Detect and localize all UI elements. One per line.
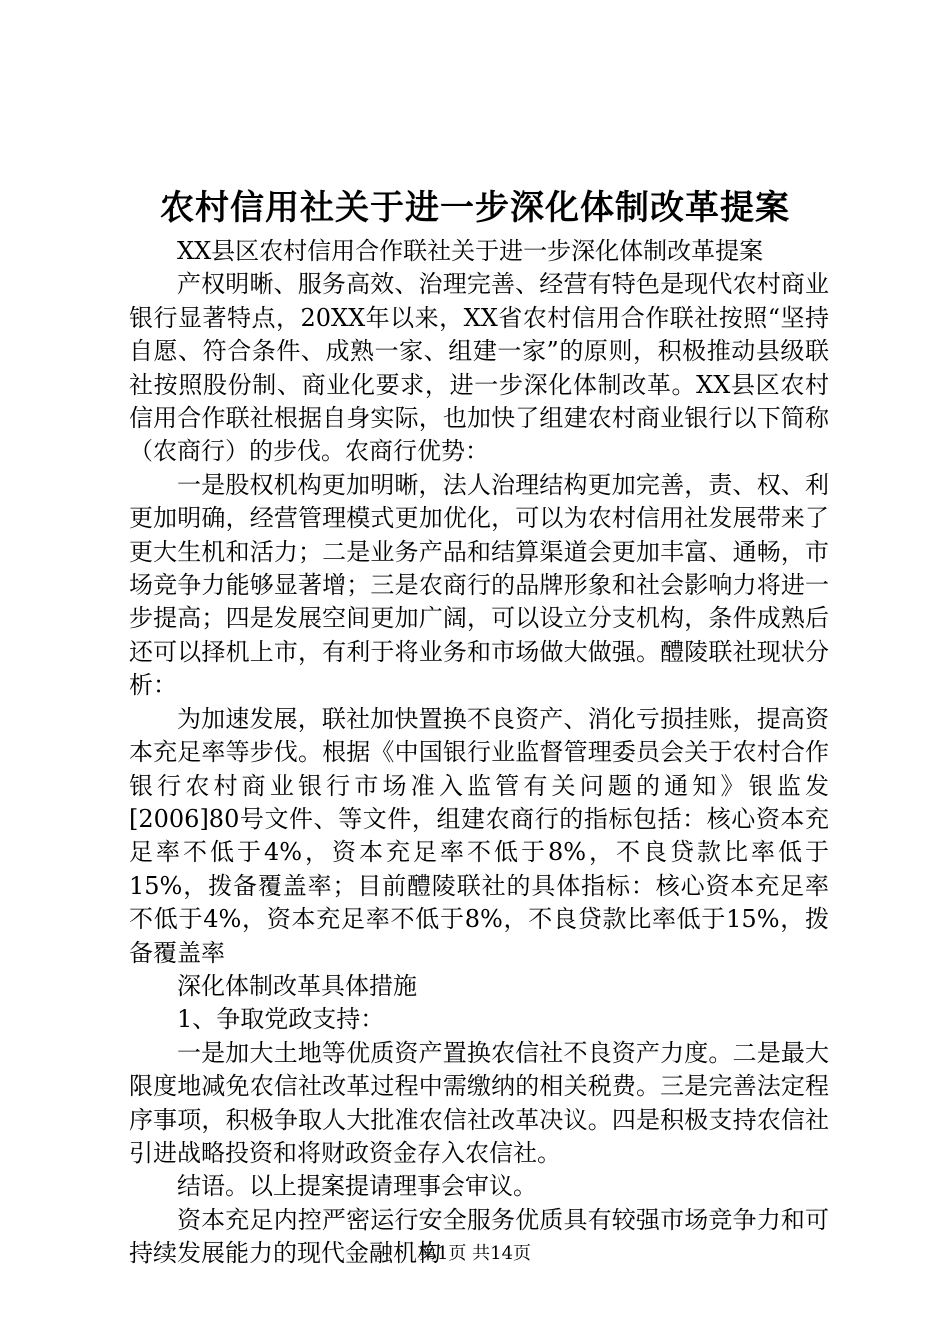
body-paragraph: 产权明晰、服务高效、治理完善、经营有特色是现代农村商业银行显著特点，20XX年以来，XX省农村信用合作联社按照“坚持自愿、符合条件、成熟一家、组建一家”的原则，积极推动县级联社按照股份制、商业化要求，进一步深化体制改革。XX县区农村信用合作联社根据自身实际，也加快了组建农村商业银行以下简称（农商行）的步伐。农商行优势：: [129, 270, 829, 466]
section-heading: 深化体制改革具体措施: [177, 971, 417, 1000]
body-paragraph: 一是加大土地等优质资产置换农信社不良资产力度。二是最大限度地减免农信社改革过程中需缴纳的相关税费。三是完善法定程序事项，积极争取人大批准农信社改革决议。四是积极支持农信社引进战略投资和将财政资金存入农信社。: [129, 1038, 829, 1167]
document-title: 农村信用社关于进一步深化体制改革提案: [160, 188, 790, 228]
page-number-footer: 第1页 共14页: [418, 1243, 532, 1264]
body-paragraph: 结语。以上提案提请理事会审议。: [177, 1172, 537, 1201]
body-paragraph: 资本充足内控严密运行安全服务优质具有较强市场竞争力和可持续发展能力的现代金融机构: [129, 1205, 829, 1268]
document-body: [129, 235, 829, 1271]
body-paragraph: 一是股权机构更加明晰，法人治理结构更加完善，责、权、利更加明确，经营管理模式更加优化，可以为农村信用社发展带来了更大生机和活力；二是业务产品和结算渠道会更加丰富、通畅，市场竞争力能够显著增；三是农商行的品牌形象和社会影响力将进一步提高；四是发展空间更加广阔，可以设立分支机构，条件成熟后还可以择机上市，有利于将业务和市场做大做强。醴陵联社现状分析：: [129, 470, 829, 700]
body-paragraph: 为加速发展，联社加快置换不良资产、消化亏损挂账，提高资本充足率等步伐。根据《中国银行业监督管理委员会关于农村合作银行农村商业银行市场准入监管有关问题的通知》银监发[2006]80号文件、等文件，组建农商行的指标包括：核心资本充足率不低于4%，资本充足率不低于8%，不良贷款比率低于15%，拨备覆盖率；目前醴陵联社的具体指标：核心资本充足率不低于4%，资本充足率不低于8%，不良贷款比率低于15%，拨备覆盖率: [129, 704, 829, 967]
section-subheading: 1、争取党政支持：: [177, 1005, 385, 1034]
subtitle-paragraph: XX县区农村信用合作联社关于进一步深化体制改革提案: [177, 237, 764, 265]
